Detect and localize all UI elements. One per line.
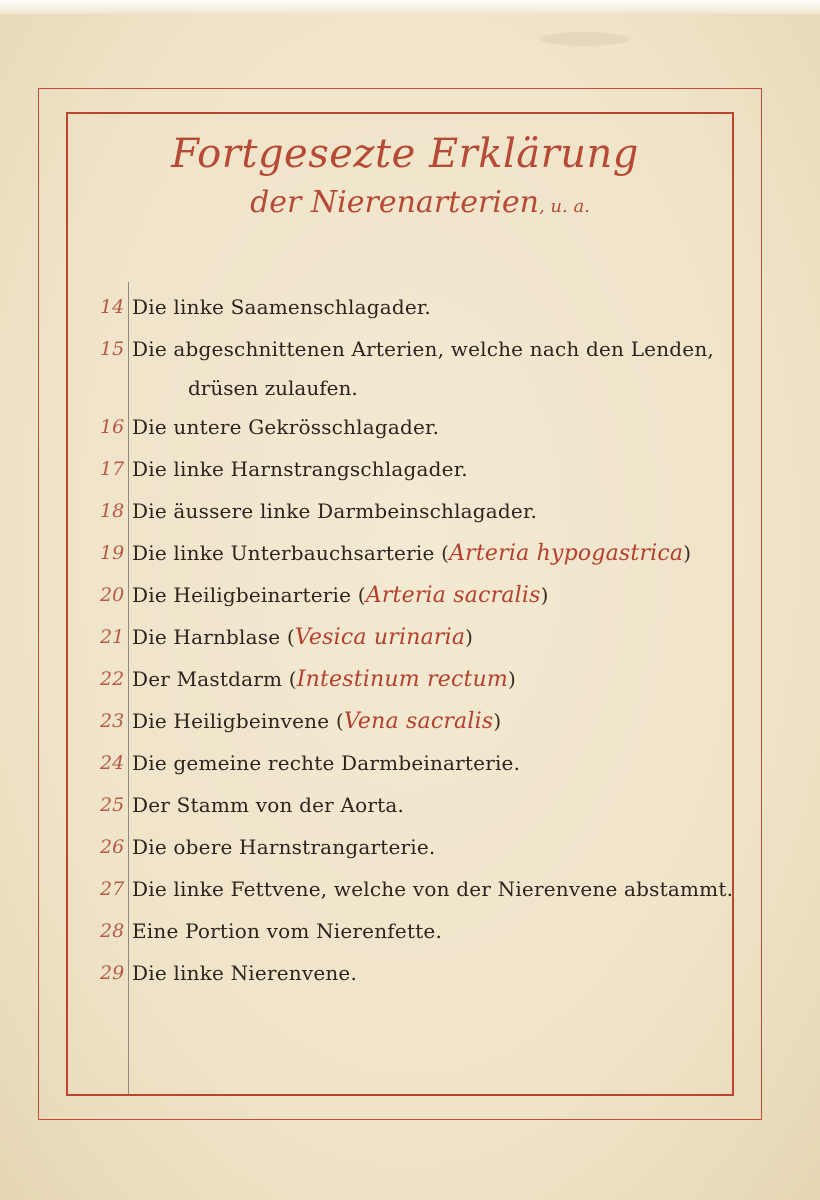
item-latin-name: Arteria hypogastrica: [449, 541, 684, 566]
item-text: Die linke Harnstrangschlagader.: [132, 457, 468, 481]
close-paren: ): [683, 541, 692, 565]
list-item: [80, 328, 740, 370]
list-item: [80, 952, 740, 994]
list-item: [80, 658, 740, 700]
item-text-continuation: drüsen zulaufen.: [188, 376, 358, 400]
page-title: [66, 128, 734, 230]
list-item: [80, 826, 740, 868]
item-number: 29: [100, 962, 125, 984]
item-text: [132, 574, 549, 617]
item-text: [132, 658, 516, 701]
item-number: 18: [100, 500, 125, 522]
list-item: [80, 700, 740, 742]
item-text: Der Stamm von der Aorta.: [132, 793, 405, 817]
open-paren: (: [335, 709, 344, 733]
item-number: 26: [100, 836, 125, 858]
item-number: 21: [100, 626, 125, 648]
paper-stain: [540, 32, 630, 46]
item-latin-name: Arteria sacralis: [365, 583, 541, 608]
item-number: 22: [100, 668, 125, 690]
item-text: Die obere Harnstrangarterie.: [132, 835, 436, 859]
item-german-name: Die linke Unterbauchsarterie: [132, 541, 435, 565]
title-line-2-main: der Nierenarterien: [250, 185, 539, 220]
paper-edge: [0, 0, 820, 14]
item-number: 24: [100, 752, 125, 774]
list-item: [80, 490, 740, 532]
item-number: 16: [100, 416, 125, 438]
item-text: Die äussere linke Darmbeinschlagader.: [132, 499, 538, 523]
item-number: 17: [100, 458, 125, 480]
title-line-1: Fortgesezte Erklärung: [171, 131, 639, 177]
list-item: [80, 448, 740, 490]
title-line-2: [106, 180, 734, 230]
close-paren: ): [540, 583, 549, 607]
list-item: [80, 910, 740, 952]
item-german-name: Die Heiligbeinvene: [132, 709, 330, 733]
list-item: [80, 574, 740, 616]
close-paren: ): [465, 625, 474, 649]
item-latin-name: Intestinum rectum: [296, 667, 508, 692]
title-line-2-suffix: , u. a.: [538, 196, 590, 217]
list-item: [80, 286, 740, 328]
open-paren: (: [357, 583, 366, 607]
open-paren: (: [288, 667, 297, 691]
item-text: Die abgeschnittenen Arterien, welche nach den Lenden,: [132, 337, 714, 361]
item-number: 27: [100, 878, 125, 900]
item-text: Die untere Gekrösschlagader.: [132, 415, 440, 439]
item-number: 25: [100, 794, 125, 816]
item-number: 14: [100, 296, 125, 318]
list-item: [80, 868, 740, 910]
list-item: [80, 406, 740, 448]
item-latin-name: Vesica urinaria: [294, 625, 466, 650]
item-german-name: Die Heiligbeinarterie: [132, 583, 352, 607]
item-text: Eine Portion vom Nierenfette.: [132, 919, 443, 943]
item-text: Die gemeine rechte Darmbeinarterie.: [132, 751, 521, 775]
item-latin-name: Vena sacralis: [343, 709, 494, 734]
item-german-name: Der Mastdarm: [132, 667, 283, 691]
item-number: 15: [100, 338, 125, 360]
list-item: [80, 742, 740, 784]
item-text: [132, 700, 501, 743]
open-paren: (: [286, 625, 295, 649]
item-text: [132, 616, 473, 659]
legend-list: [80, 286, 740, 994]
list-item: [80, 784, 740, 826]
item-text: Die linke Fettvene, welche von der Nierenvene abstammt.: [132, 877, 734, 901]
close-paren: ): [507, 667, 516, 691]
item-number: 23: [100, 710, 125, 732]
item-number: 19: [100, 542, 125, 564]
open-paren: (: [441, 541, 450, 565]
item-text: Die linke Nierenvene.: [132, 961, 358, 985]
item-text: [132, 532, 691, 575]
item-number: 20: [100, 584, 125, 606]
item-german-name: Die Harnblase: [132, 625, 281, 649]
list-item: [80, 616, 740, 658]
list-item: [80, 532, 740, 574]
close-paren: ): [493, 709, 502, 733]
item-text: Die linke Saamenschlagader.: [132, 295, 431, 319]
item-number: 28: [100, 920, 125, 942]
list-item-continuation: [80, 370, 740, 406]
